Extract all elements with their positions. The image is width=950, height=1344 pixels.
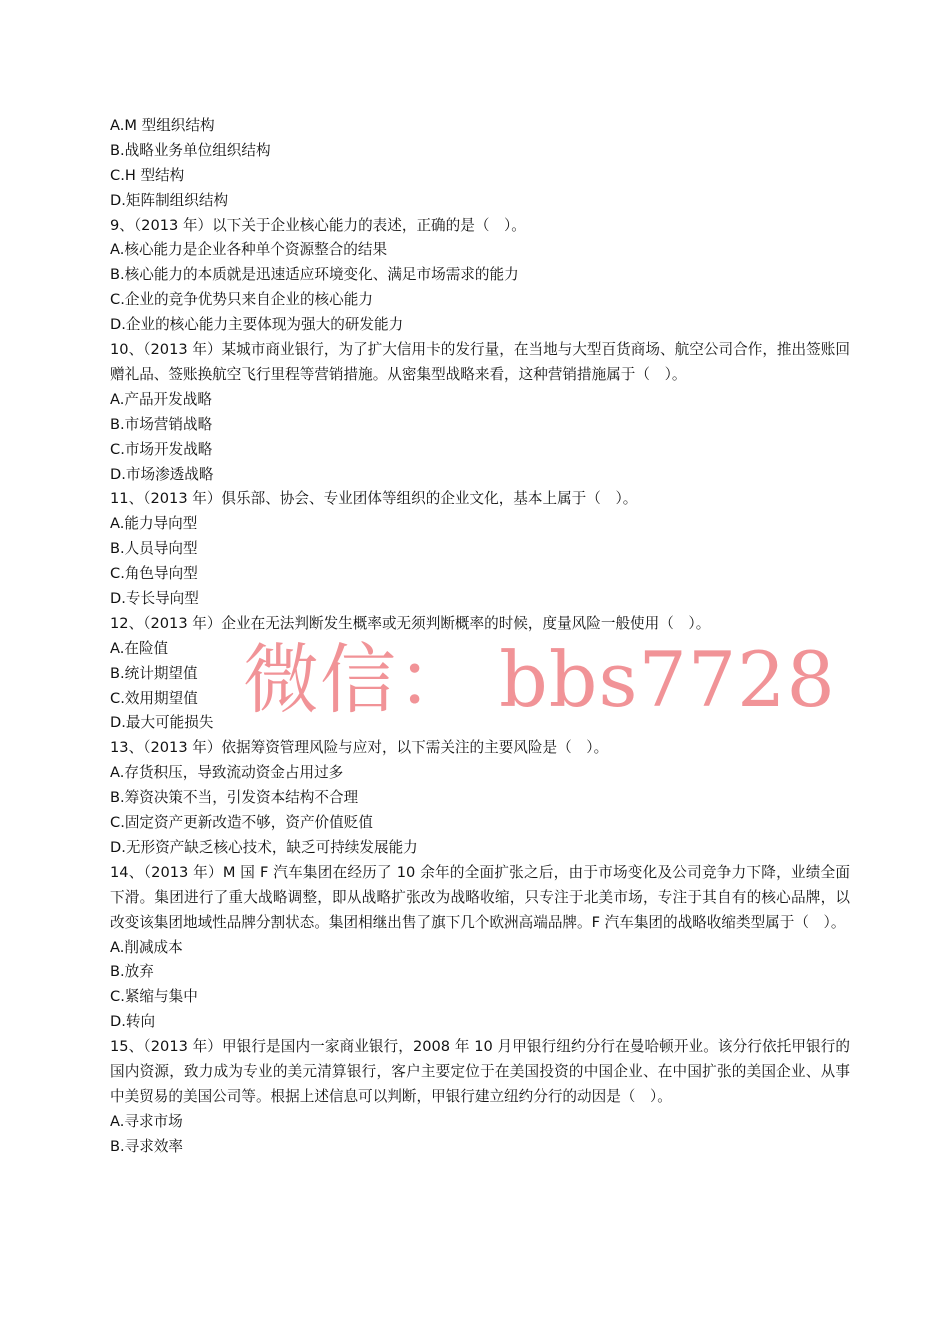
answer-option: D.矩阵制组织结构 xyxy=(110,191,229,209)
answer-option: B.筹资决策不当，引发资本结构不合理 xyxy=(110,789,359,807)
answer-option: B.统计期望值 xyxy=(110,664,198,682)
answer-option: A.存货积压，导致流动资金占用过多 xyxy=(110,764,344,782)
answer-option: A.寻求市场 xyxy=(110,1112,183,1130)
answer-option: B.核心能力的本质就是迅速适应环境变化、满足市场需求的能力 xyxy=(110,266,519,284)
answer-option: A.在险值 xyxy=(110,639,169,657)
question-text: 15、（2013 年）甲银行是国内一家商业银行，2008 年 10 月甲银行纽约分行在曼哈顿开业。该分行依托甲银行的国内资源，致力成为专业的美元清算银行，客户主要定位于在美国投资的中国企业、在中国扩张的美国企业、从事中美贸易的美国公司等。根据上述信息可以判断，甲银行建立纽约分行的动因是（ ）。 xyxy=(110,1038,850,1105)
answer-option: C.紧缩与集中 xyxy=(110,988,198,1006)
answer-option: A.M 型组织结构 xyxy=(110,117,215,134)
answer-option: C.企业的竞争优势只来自企业的核心能力 xyxy=(110,291,373,309)
answer-option: C.市场开发战略 xyxy=(110,440,213,458)
answer-option: A.削减成本 xyxy=(110,938,183,956)
question-text: 11、（2013 年）俱乐部、协会、专业团体等组织的企业文化，基本上属于（ ）。 xyxy=(110,490,638,508)
answer-option: A.产品开发战略 xyxy=(110,390,212,408)
answer-option: C.效用期望值 xyxy=(110,689,198,707)
question-text: 9、（2013 年）以下关于企业核心能力的表述，正确的是（ ）。 xyxy=(110,216,526,234)
answer-option: A.核心能力是企业各种单个资源整合的结果 xyxy=(110,241,388,259)
answer-option: C.固定资产更新改造不够，资产价值贬值 xyxy=(110,814,373,832)
answer-option: D.转向 xyxy=(110,1013,156,1031)
question-text: 14、（2013 年）M 国 F 汽车集团在经历了 10 余年的全面扩张之后，由于市场变化及公司竞争力下降，业绩全面下滑。集团进行了重大战略调整，即从战略扩张改为战略收缩，只专注于北美市场，专注于其自有的核心品牌，以改变该集团地域性品牌分割状态。集团相继出售了旗下几个欧洲高端品牌。F 汽车集团的战略收缩类型属于（ ）。 xyxy=(110,863,850,931)
answer-option: D.市场渗透战略 xyxy=(110,465,214,483)
question-text: 10、（2013 年）某城市商业银行，为了扩大信用卡的发行量，在当地与大型百货商场、航空公司合作，推出签账回赠礼品、签账换航空飞行里程等营销措施。从密集型战略来看，这种营销措施属于（ ）。 xyxy=(110,341,850,383)
answer-option: C.角色导向型 xyxy=(110,565,198,583)
answer-option: D.最大可能损失 xyxy=(110,714,214,732)
answer-option: A.能力导向型 xyxy=(110,515,198,533)
answer-option: D.专长导向型 xyxy=(110,589,199,607)
answer-option: C.H 型结构 xyxy=(110,166,185,184)
question-text: 12、（2013 年）企业在无法判断发生概率或无须判断概率的时候，度量风险一般使用（ ）。 xyxy=(110,614,711,632)
answer-option: B.人员导向型 xyxy=(110,540,198,558)
question-text: 13、（2013 年）依据筹资管理风险与应对，以下需关注的主要风险是（ ）。 xyxy=(110,739,609,757)
answer-option: B.放弃 xyxy=(110,963,154,981)
answer-option: B.市场营销战略 xyxy=(110,415,213,433)
answer-option: B.战略业务单位组织结构 xyxy=(110,141,271,159)
answer-option: B.寻求效率 xyxy=(110,1137,184,1155)
watermark: 微信： bbs7728 xyxy=(243,635,836,724)
answer-option: D.无形资产缺乏核心技术，缺乏可持续发展能力 xyxy=(110,838,418,856)
answer-option: D.企业的核心能力主要体现为强大的研发能力 xyxy=(110,316,404,334)
